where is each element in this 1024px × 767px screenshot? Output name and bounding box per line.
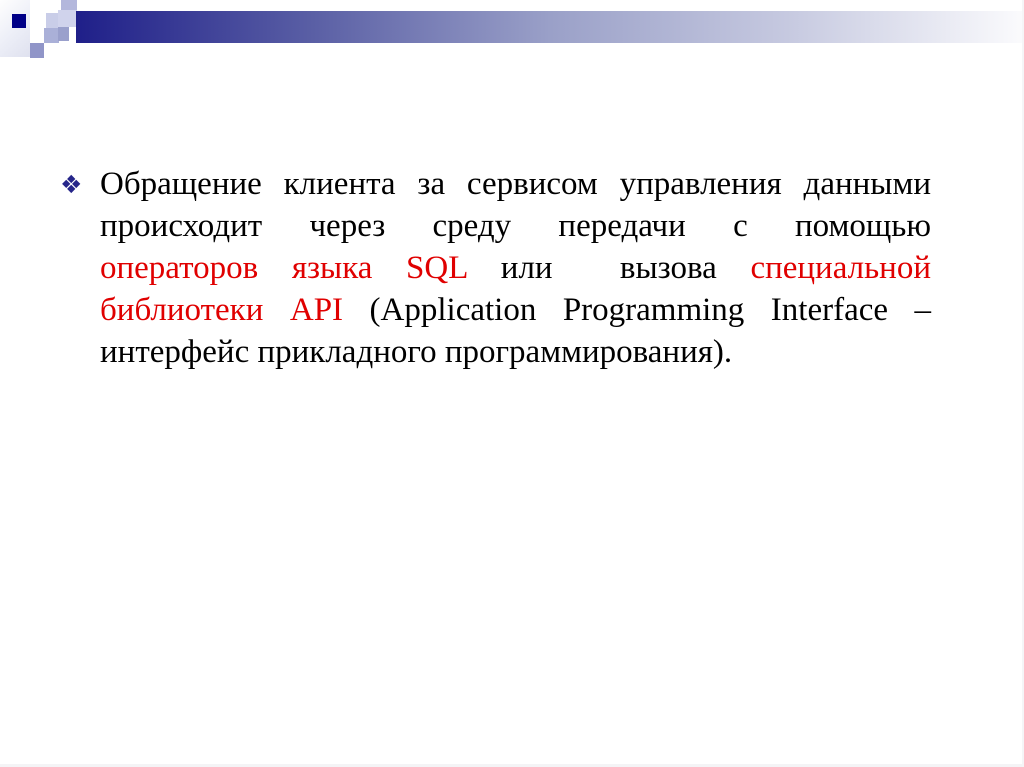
pixel-square-light-2 xyxy=(58,10,77,27)
header-gradient-bar xyxy=(76,11,1024,43)
bullet-diamond-icon: ❖ xyxy=(60,170,83,199)
pixel-square-medium-2 xyxy=(30,43,44,58)
text-line xyxy=(100,247,931,289)
highlighted-text: специальной xyxy=(750,250,931,286)
text-line xyxy=(100,331,931,373)
bullet-paragraph xyxy=(100,163,931,373)
text-line xyxy=(100,163,931,205)
body-text: интерфейс прикладного программирования). xyxy=(100,334,733,370)
pixel-square-top-1 xyxy=(61,0,77,10)
body-text: Обращение клиента за сервисом управления данными xyxy=(100,166,931,202)
highlighted-text: операторов языка SQL xyxy=(100,250,468,286)
highlighted-text: библиотеки API xyxy=(100,292,344,328)
text-line xyxy=(100,205,931,247)
corner-gradient-strip xyxy=(0,0,30,57)
pixel-square-navy xyxy=(12,14,26,28)
body-text: происходит через среду передачи с помощью xyxy=(100,208,931,244)
text-line xyxy=(100,289,931,331)
body-text: (Application Programming Interface – xyxy=(343,292,932,328)
body-text: или вызова xyxy=(467,250,751,286)
pixel-square-medium-3 xyxy=(58,27,69,41)
pixel-square-medium-1 xyxy=(44,28,59,43)
